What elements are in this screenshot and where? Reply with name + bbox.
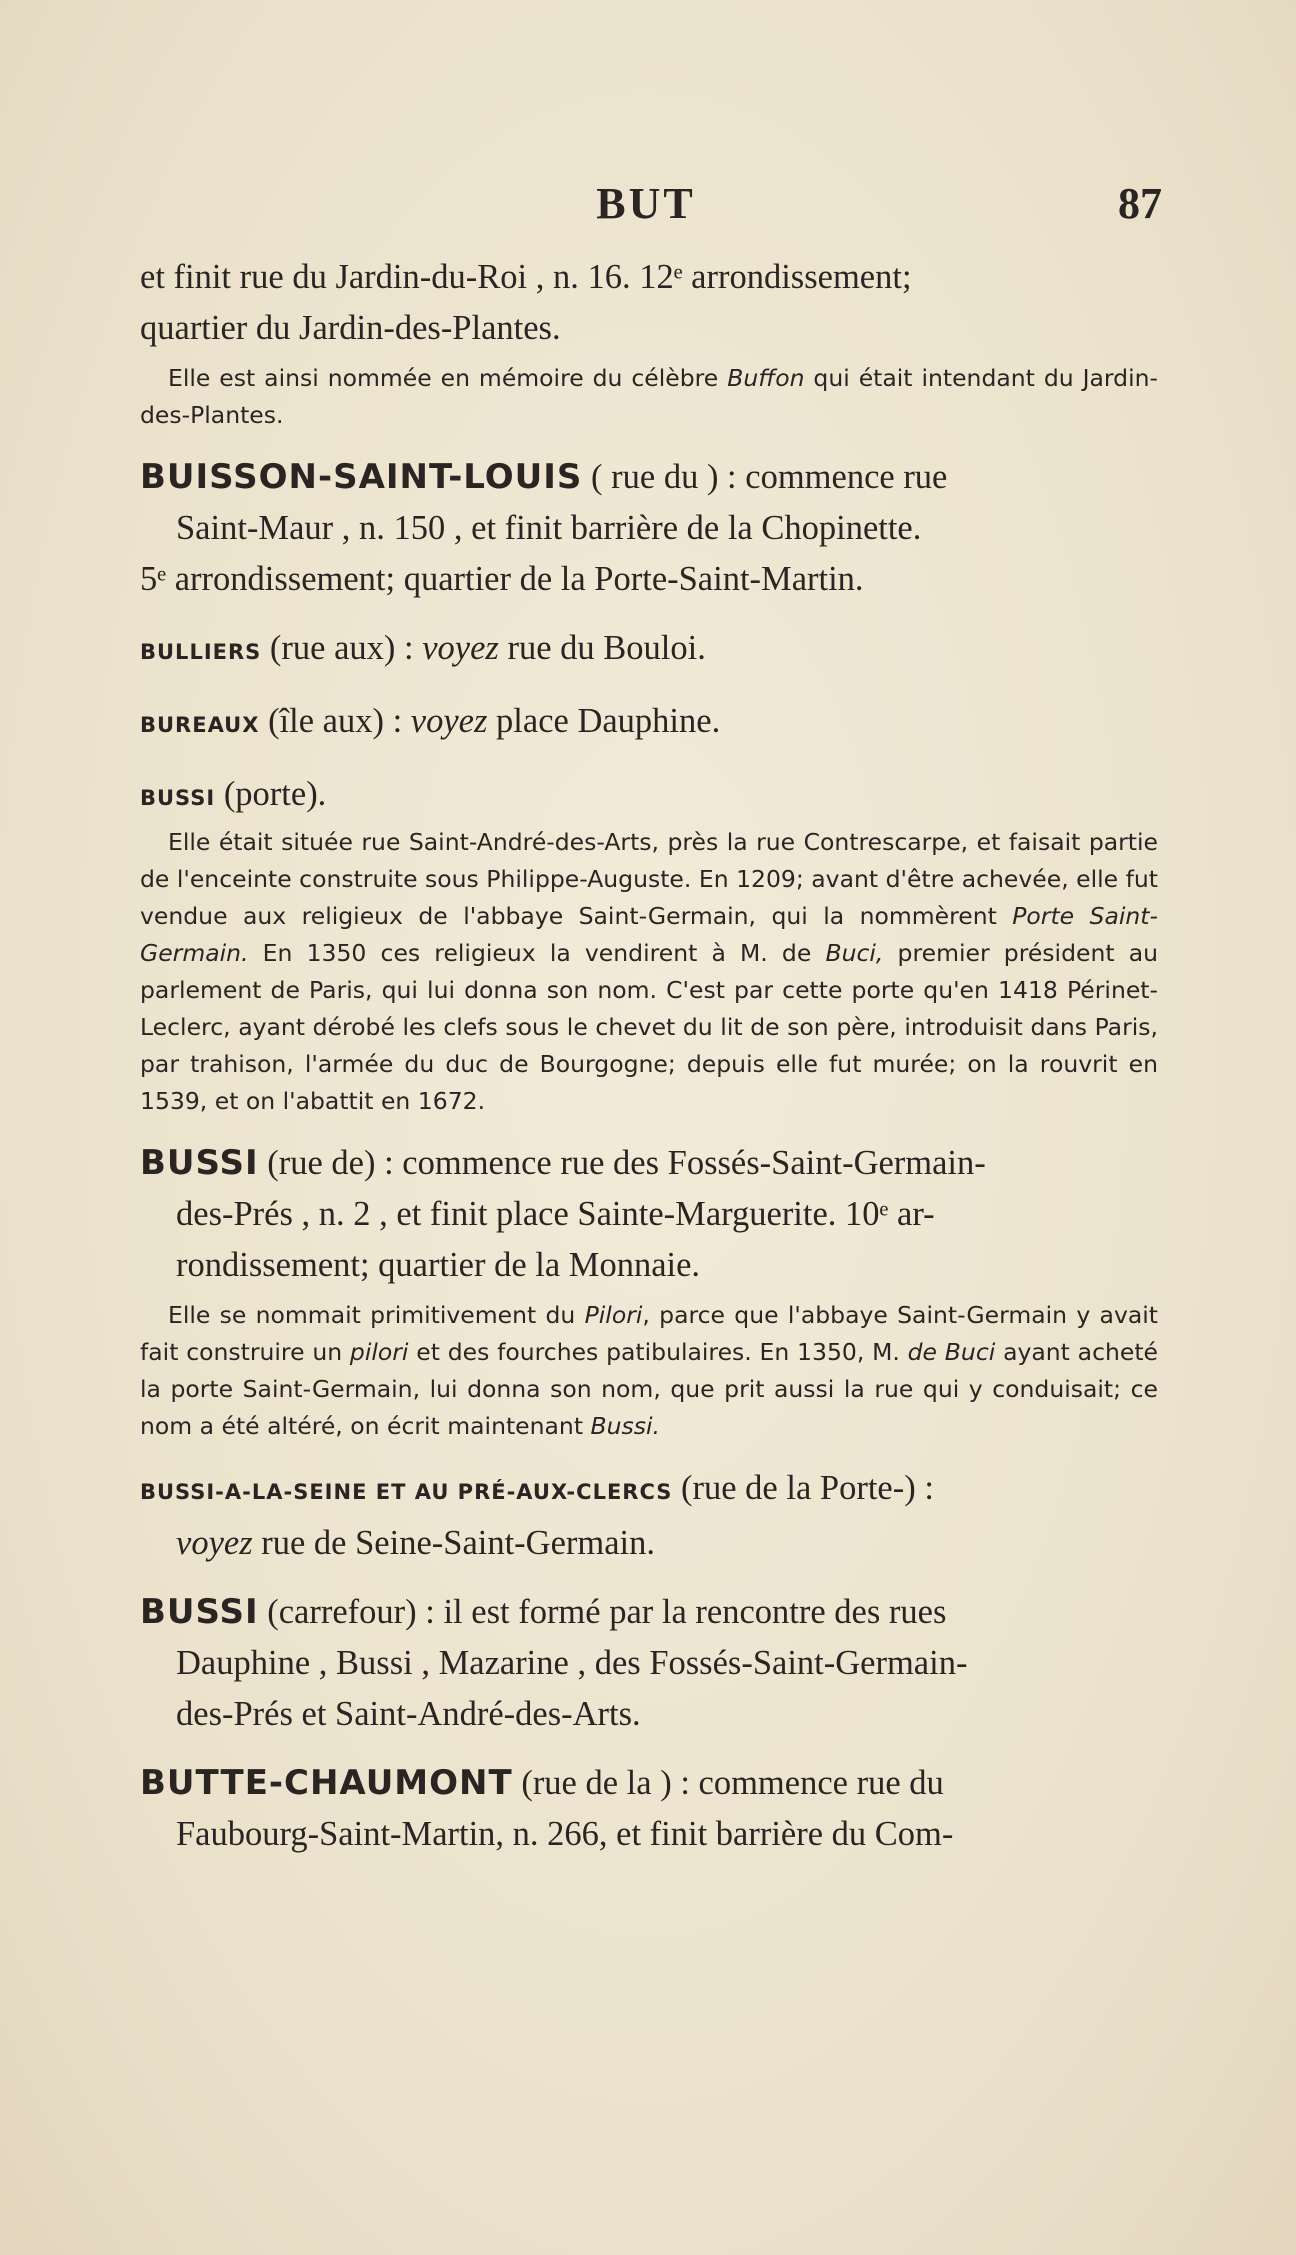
- entry-bussi-a-la-seine: BUSSI-A-LA-SEINE ET AU PRÉ-AUX-CLERCS (rue de la Porte-) : voyez rue de Seine-Saint-Germain.: [140, 1469, 934, 1562]
- entry-headword: BULLIERS: [140, 640, 262, 664]
- entry-headword: BUSSI: [140, 786, 216, 810]
- entry-bussi-rue: BUSSI (rue de) : commence rue des Fossés-Saint-Germain- des-Prés , n. 2 , et finit place Sainte-Marguerite. 10ᵉ ar- rondissement; quartier de la Monnaie. Elle se nommait primitivement du Pilori, parce que l'abbaye Saint-Germain y avait fait construire un pilori et des fourches patibulaires. En 1350, M. de Buci ayant acheté la porte Saint-Germain, lui donna son nom, que prit aussi la rue qui y conduisait; ce nom a été altéré, on écrit maintenant Bussi.: [140, 1138, 1158, 1445]
- entry-bulliers: BULLIERS (rue aux) : voyez rue du Bouloi.: [140, 629, 706, 667]
- page-header: [130, 178, 1162, 248]
- entry-headword: BUSSI-A-LA-SEINE ET AU PRÉ-AUX-CLERCS: [140, 1480, 673, 1504]
- body-text: [140, 252, 1158, 1860]
- entry-bussi-carrefour: BUSSI (carrefour) : il est formé par la rencontre des rues Dauphine , Bussi , Mazarine , des Fossés-Saint-Germain- des-Prés et Saint-André-des-Arts.: [140, 1592, 968, 1733]
- running-head: BUT: [596, 179, 696, 228]
- entry-bureaux: BUREAUX (île aux) : voyez place Dauphine.: [140, 702, 721, 740]
- continuation-line-2: quartier du Jardin-des-Plantes.: [140, 309, 561, 347]
- entry-note: Elle est ainsi nommée en mémoire du célèbre Buffon qui était intendant du Jardin-des-Plantes.: [140, 364, 1158, 429]
- entry-note: Elle se nommait primitivement du Pilori, parce que l'abbaye Saint-Germain y avait fait construire un pilori et des fourches patibulaires. En 1350, M. de Buci ayant acheté la porte Saint-Germain, lui donna son nom, que prit aussi la rue qui y conduisait; ce nom a été altéré, on écrit maintenant Bussi.: [140, 1301, 1159, 1440]
- entry-buisson-saint-louis: BUISSON-SAINT-LOUIS ( rue du ) : commence rue Saint-Maur , n. 150 , et finit barrière de la Chopinette. 5ᵉ arrondissement; quartier de la Porte-Saint-Martin.: [140, 457, 948, 598]
- entry-headword: BUISSON-SAINT-LOUIS: [140, 457, 583, 497]
- entry-headword: BUREAUX: [140, 713, 260, 737]
- entry-headword: BUTTE-CHAUMONT: [140, 1763, 513, 1803]
- continuation-line-1: et finit rue du Jardin-du-Roi , n. 16. 12ᵉ arrondissement;: [140, 258, 912, 296]
- entry-continuation: [140, 252, 1158, 434]
- entry-butte-chaumont: BUTTE-CHAUMONT (rue de la ) : commence rue du Faubourg-Saint-Martin, n. 266, et finit barrière du Com-: [140, 1763, 954, 1853]
- entry-headword: BUSSI: [140, 1143, 259, 1183]
- entry-note: Elle était située rue Saint-André-des-Arts, près la rue Contrescarpe, et faisait partie de l'enceinte construite sous Philippe-Auguste. En 1209; avant d'être achevée, elle fut vendue aux religieux de l'abbaye Saint-Germain, qui la nommèrent Porte Saint-Germain. En 1350 ces religieux la vendirent à M. de Buci, premier président au parlement de Paris, qui lui donna son nom. C'est par cette porte qu'en 1418 Périnet-Leclerc, ayant dérobé les clefs sous le chevet du lit de son père, introduisit dans Paris, par trahison, l'armée du duc de Bourgogne; depuis elle fut murée; on la rouvrit en 1539, et on l'abattit en 1672.: [140, 828, 1158, 1115]
- entry-headword: BUSSI: [140, 1592, 259, 1632]
- page-number: 87: [1118, 179, 1162, 228]
- entry-bussi-porte: BUSSI (porte). Elle était située rue Saint-André-des-Arts, près la rue Contrescarpe, et faisait partie de l'enceinte construite sous Philippe-Auguste. En 1209; avant d'être achevée, elle fut vendue aux religieux de l'abbaye Saint-Germain, qui la nommèrent Porte Saint-Germain. En 1350 ces religieux la vendirent à M. de Buci, premier président au parlement de Paris, qui lui donna son nom. C'est par cette porte qu'en 1418 Périnet-Leclerc, ayant dérobé les clefs sous le chevet du lit de son père, introduisit dans Paris, par trahison, l'armée du duc de Bourgogne; depuis elle fut murée; on la rouvrit en 1539, et on l'abattit en 1672.: [140, 769, 1158, 1120]
